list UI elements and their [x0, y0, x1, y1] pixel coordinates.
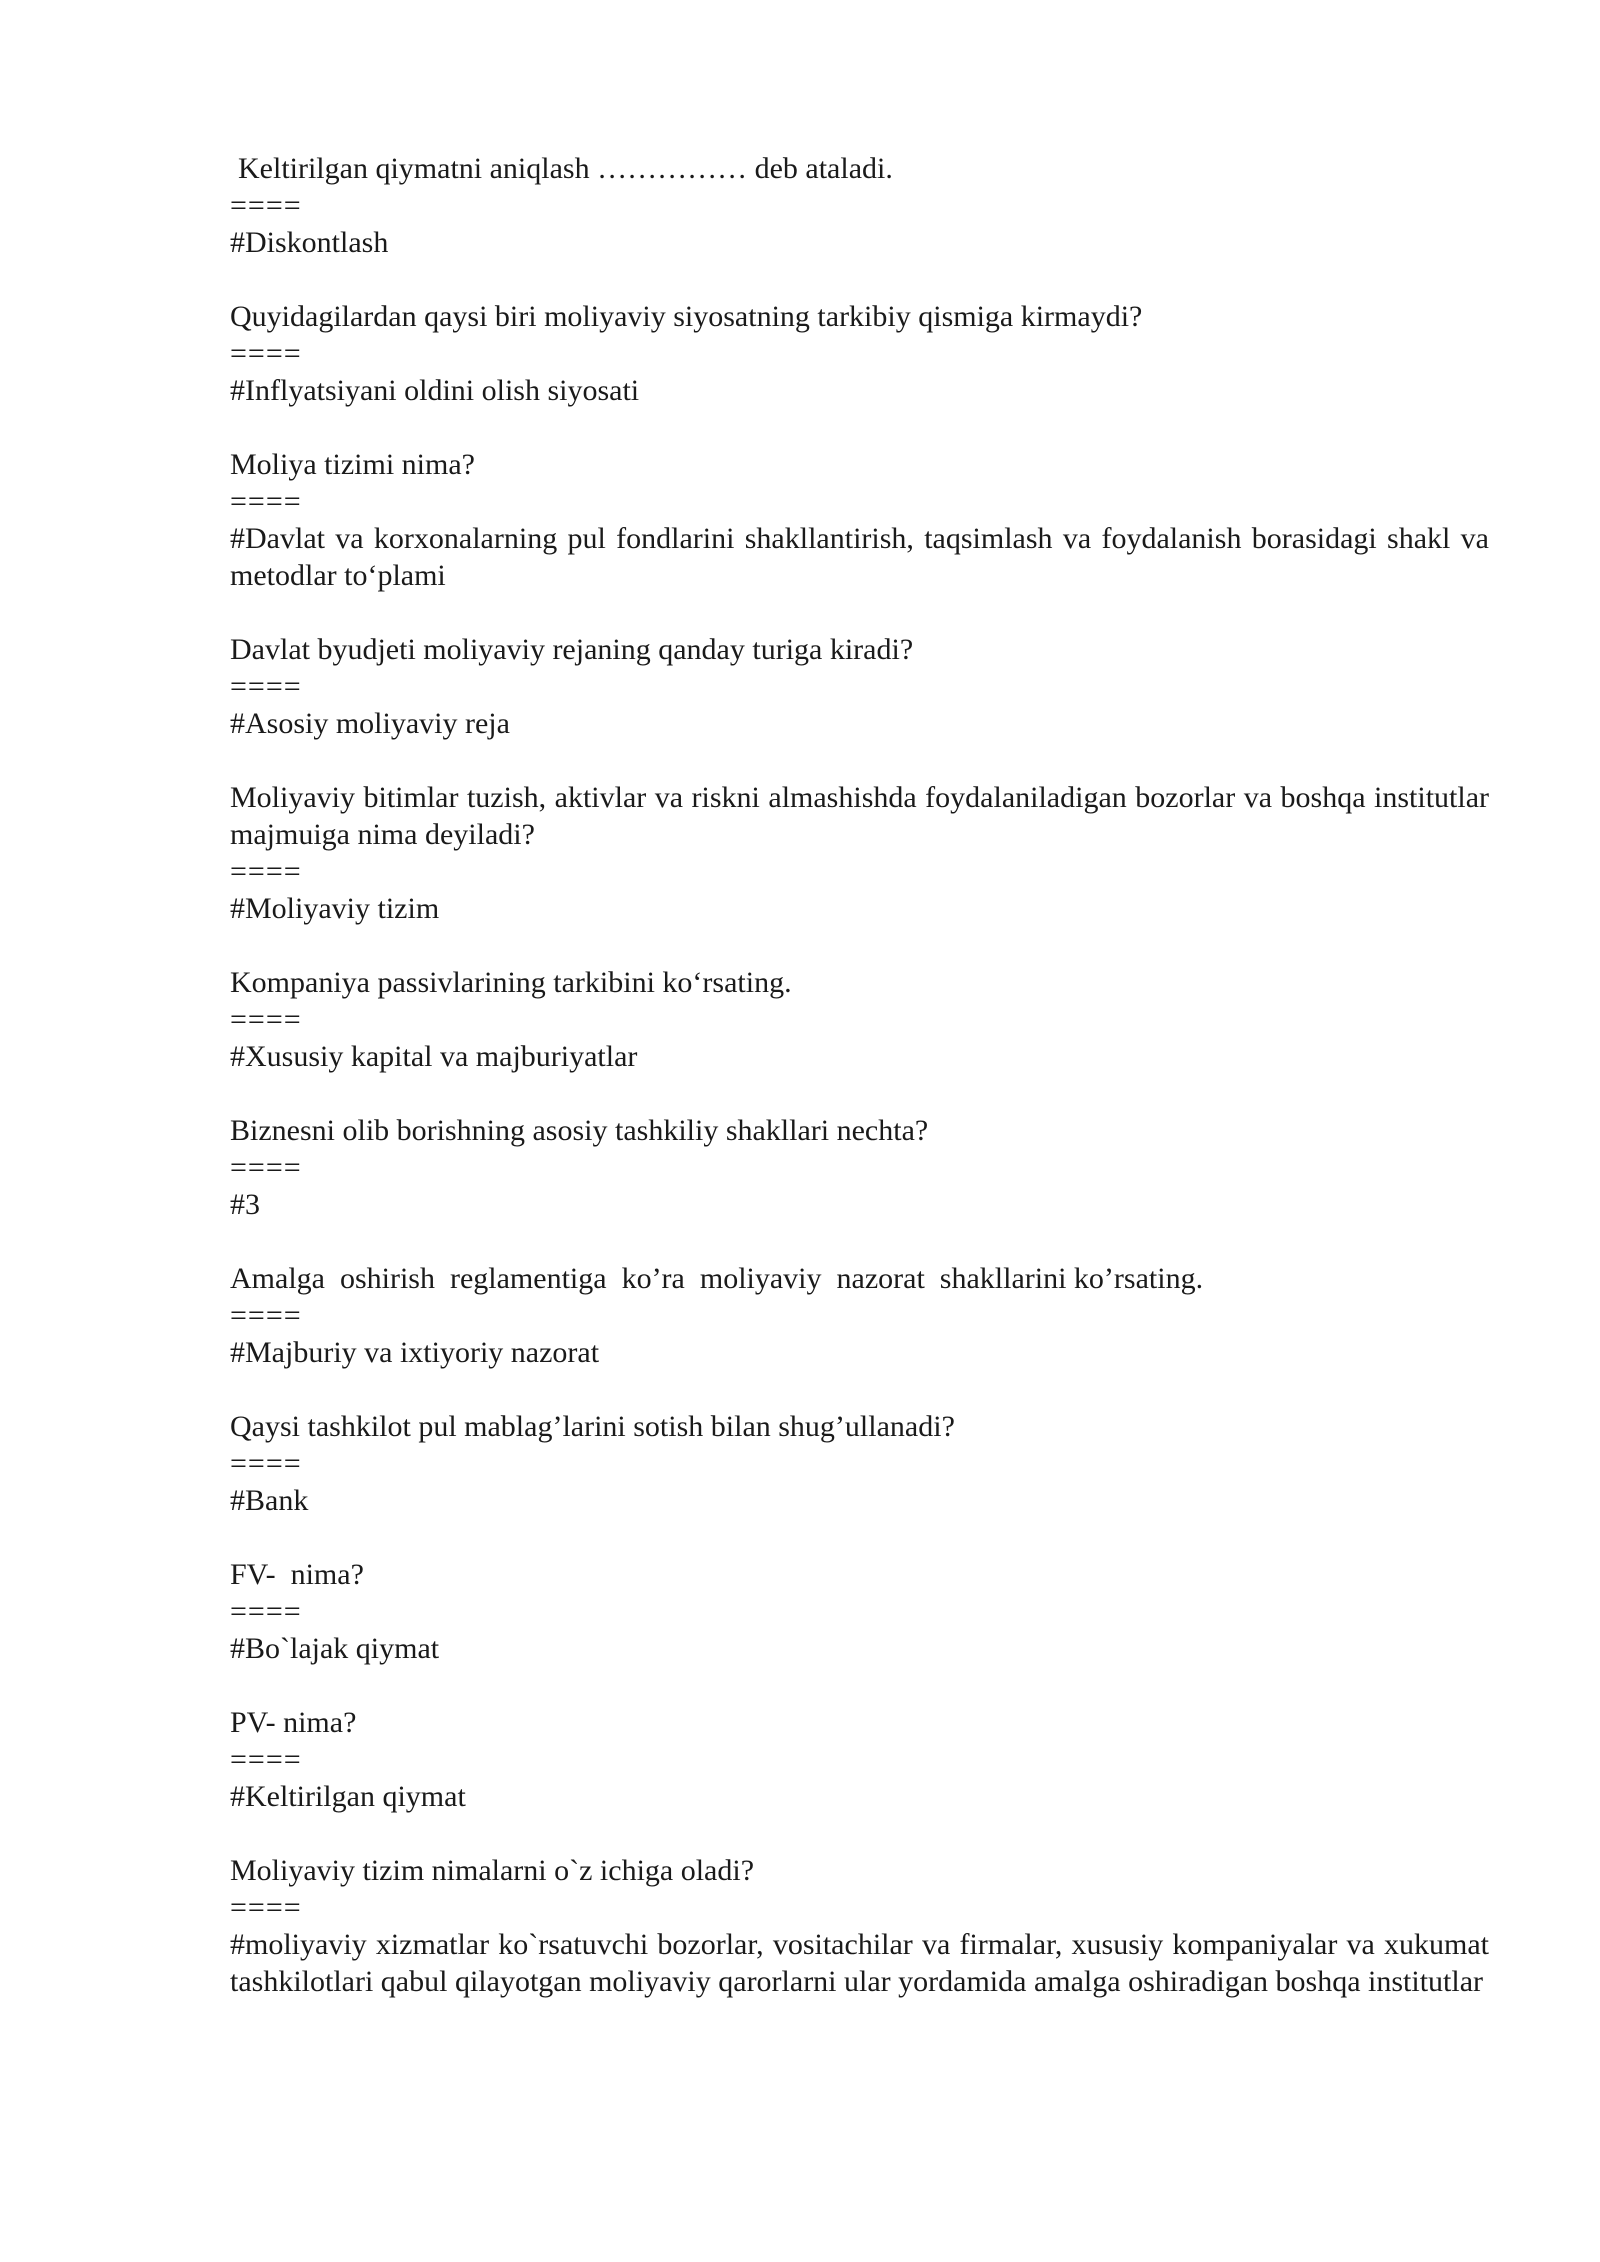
- qa-item: [230, 631, 1489, 742]
- question-text: Biznesni olib borishning asosiy tashkiliy shakllari nechta?: [230, 1114, 929, 1147]
- qa-item: [230, 1112, 1489, 1223]
- separator: ====: [230, 485, 302, 518]
- answer-text: #Inflyatsiyani oldini olish siyosati: [230, 374, 640, 407]
- answer-text: #Majburiy va ixtiyoriy nazorat: [230, 1336, 600, 1369]
- question-text: PV- nima?: [230, 1706, 357, 1739]
- qa-item: [230, 1852, 1489, 2000]
- qa-item: [230, 446, 1489, 594]
- separator: ====: [230, 337, 302, 370]
- question-text: Keltirilgan qiymatni aniqlash …………… deb ataladi.: [238, 152, 893, 185]
- qa-item: [230, 1408, 1489, 1519]
- separator: ====: [230, 1891, 302, 1924]
- separator: ====: [230, 1447, 302, 1480]
- separator: ====: [230, 1743, 302, 1776]
- separator: ====: [230, 1003, 302, 1036]
- question-text: Qaysi tashkilot pul mablag’larini sotish bilan shug’ullanadi?: [230, 1410, 955, 1443]
- separator: ====: [230, 1151, 302, 1184]
- separator: ====: [230, 1299, 302, 1332]
- answer-text: #moliyaviy xizmatlar ko`rsatuvchi bozorlar, vositachilar va firmalar, xususiy kompaniyalar va xukumat tashkilotlari qabul qilayotgan moliyaviy qarorlarni ular yordamida amalga oshiradigan boshqa institutlar: [230, 1928, 1489, 1998]
- separator: ====: [230, 670, 302, 703]
- qa-item: [230, 964, 1489, 1075]
- question-text: Moliyaviy bitimlar tuzish, aktivlar va riskni almashishda foydalaniladigan bozorlar va boshqa institutlar majmuiga nima deyiladi?: [230, 781, 1489, 851]
- qa-item: [230, 1556, 1489, 1667]
- question-text: Moliya tizimi nima?: [230, 448, 475, 481]
- separator: ====: [230, 1595, 302, 1628]
- qa-item: [230, 150, 1489, 261]
- answer-text: #Bank: [230, 1484, 309, 1517]
- answer-text: #Asosiy moliyaviy reja: [230, 707, 510, 740]
- document-body: [230, 150, 1489, 2037]
- answer-text: #Xususiy kapital va majburiyatlar: [230, 1040, 638, 1073]
- question-text: Quyidagilardan qaysi biri moliyaviy siyosatning tarkibiy qismiga kirmaydi?: [230, 300, 1143, 333]
- answer-text: #Davlat va korxonalarning pul fondlarini shakllantirish, taqsimlash va foydalanish borasidagi shakl va metodlar to‘plami: [230, 522, 1489, 592]
- qa-item: [230, 1260, 1489, 1371]
- question-text: Amalga oshirish reglamentiga ko’ra moliyaviy nazorat shakllarini ko’rsating.: [230, 1262, 1204, 1295]
- qa-item: [230, 1704, 1489, 1815]
- question-text: Kompaniya passivlarining tarkibini ko‘rsating.: [230, 966, 792, 999]
- answer-text: #Diskontlash: [230, 226, 389, 259]
- qa-item: [230, 298, 1489, 409]
- qa-item: [230, 779, 1489, 927]
- separator: ====: [230, 855, 302, 888]
- question-text: FV- nima?: [230, 1558, 364, 1591]
- question-text: Moliyaviy tizim nimalarni o`z ichiga oladi?: [230, 1854, 755, 1887]
- separator: ====: [230, 189, 302, 222]
- answer-text: #3: [230, 1188, 260, 1221]
- answer-text: #Keltirilgan qiymat: [230, 1780, 466, 1813]
- question-text: Davlat byudjeti moliyaviy rejaning qanday turiga kiradi?: [230, 633, 914, 666]
- answer-text: #Moliyaviy tizim: [230, 892, 440, 925]
- answer-text: #Bo`lajak qiymat: [230, 1632, 440, 1665]
